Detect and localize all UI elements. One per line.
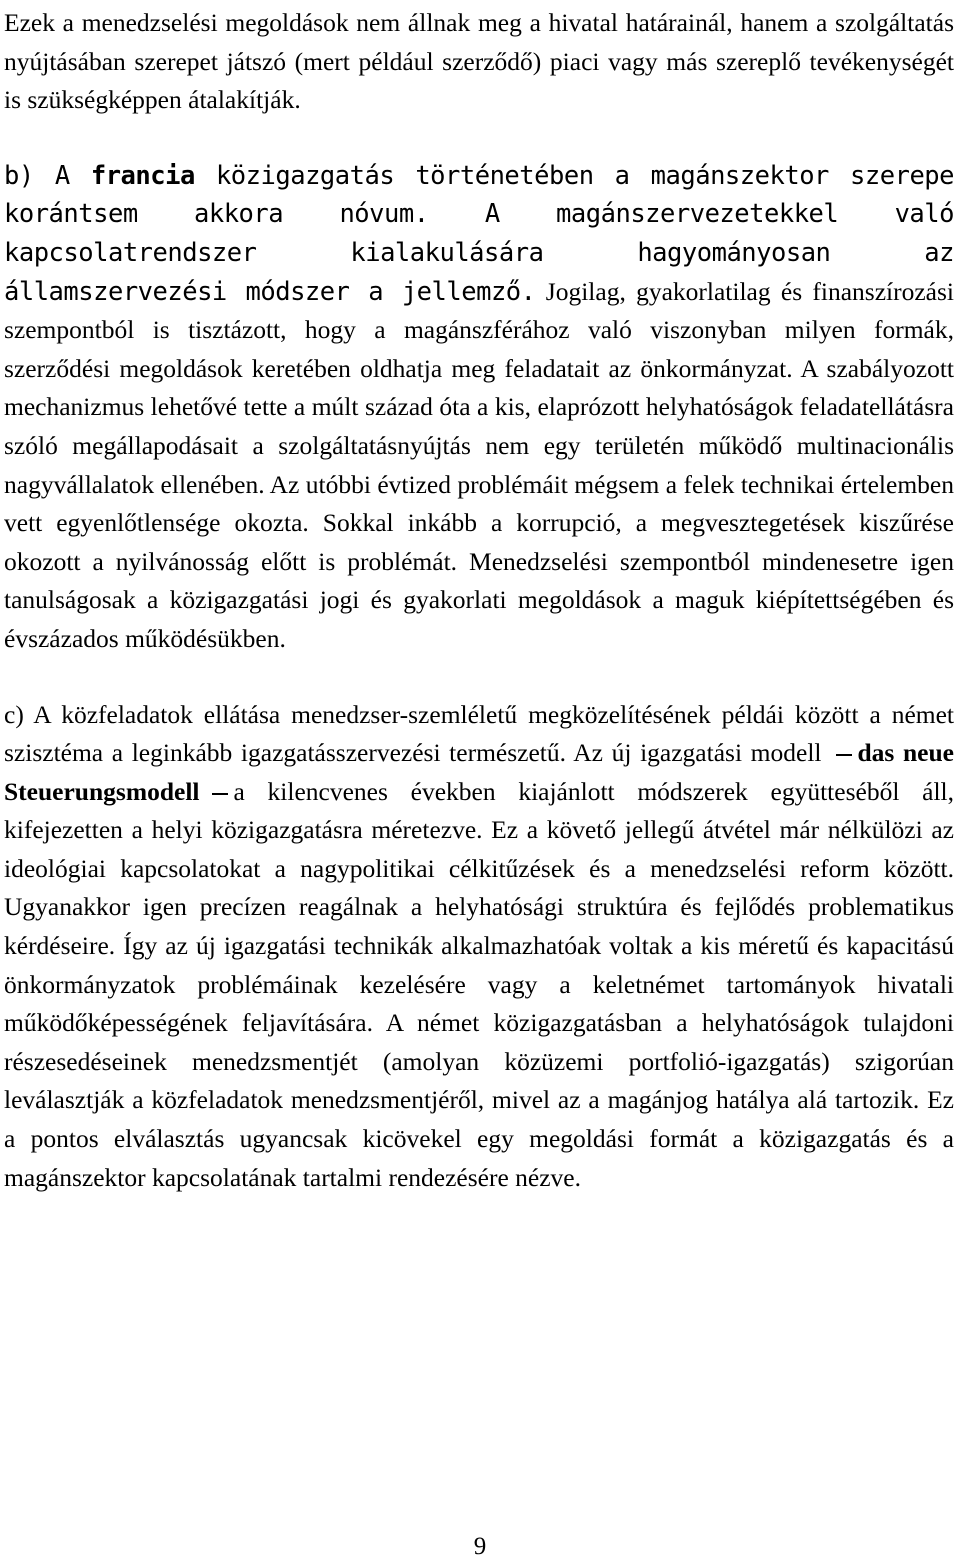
paragraph-2-mono-text: közigazgatás történetében a magánszektor szerepe korántsem akkora nóvum. A magánszervezetekkel való kapcsolatrendszer kialakulására hagyományosan az államszervezési módszer a jellemző.: [4, 160, 955, 307]
page-number: 9: [473, 1533, 487, 1560]
paragraph-3-german: [4, 696, 954, 1198]
paragraph-3-lead: c) A közfeladatok ellátása menedzser-szemléletű megközelítésének példái között a német szisztéma a leginkább igazgatásszervezési természetű. Az új igazgatási modell: [4, 699, 954, 768]
paragraph-3-bold-term: das neue Steuerungsmodell: [4, 738, 954, 806]
dash-icon: [212, 793, 228, 795]
paragraph-2-french: [4, 157, 954, 659]
paragraph-3-text: a kilencvenes években kiajánlott módszerek együtteséből áll, kifejezetten a helyi közigazgatásra méretezve. Ez a követő jellegű átvétel már nélkülözi az ideológiai kapcsolatokat a nagypolitikai célkitűzések és a menedzselési reform között. Ugyanakkor igen precízen reagálnak a helyhatósági struktúra és fejlődés problematikus kérdéseire. Így az új igazgatási technikák alkalmazhatóak voltak a kis méretű és kapacitású önkormányzatok problémáinak kezelésére vagy a keletnémet tartományok hivatali működőképességének feljavítására. A német közigazgatásban a helyhatóságok tulajdoni részesedéseinek menedzsmentjét (amolyan közüzemi portfolió-igazgatás) szigorúan leválasztják a közfeladatok menedzsmentjéről, mivel az a magánjog hatálya alá tartozik. Ez a pontos elválasztás ugyancsak kicövekel egy megoldási formát a közigazgatás és a magánszektor kapcsolatának tartalmi rendezésére nézve.: [4, 776, 954, 1192]
paragraph-2-lead: b) A: [4, 160, 91, 191]
dash-icon: [836, 754, 852, 756]
paragraph-1: [4, 4, 954, 120]
paragraph-2-text: Jogilag, gyakorlatilag és finanszírozási szempontból is tisztázott, hogy a magánszférához való viszonyban milyen formák, szerződési megoldások keretében oldhatja meg feladatait az önkormányzat. A szabályozott mechanizmus lehetővé tette a múlt század óta a kis, elaprózott helyhatóságok feladatellátásra szóló megállapodásait a szolgáltatásnyújtás nem egy területén működő multinacionális nagyvállalatok ellenében. Az utóbbi évtized problémáit mégsem a felek technikai értelemben vett egyenlőtlensége okozta. Sokkal inkább a korrupció, a megvesztegetések kiszűrése okozott a nyilvánosság előtt is problémát. Menedzselési szempontból mindenesetre igen tanulságosak a közigazgatási jogi és gyakorlati megoldások a maguk kiépítettségében és évszázados működésükben.: [4, 276, 954, 653]
paragraph-1-text: Ezek a menedzselési megoldások nem állnak meg a hivatal határainál, hanem a szolgáltatás nyújtásában szerepet játszó (mert például szerződő) piaci vagy más szereplő tevékenységét is szükségképpen átalakítják.: [4, 8, 954, 115]
paragraph-2-bold-term: francia: [90, 160, 195, 191]
